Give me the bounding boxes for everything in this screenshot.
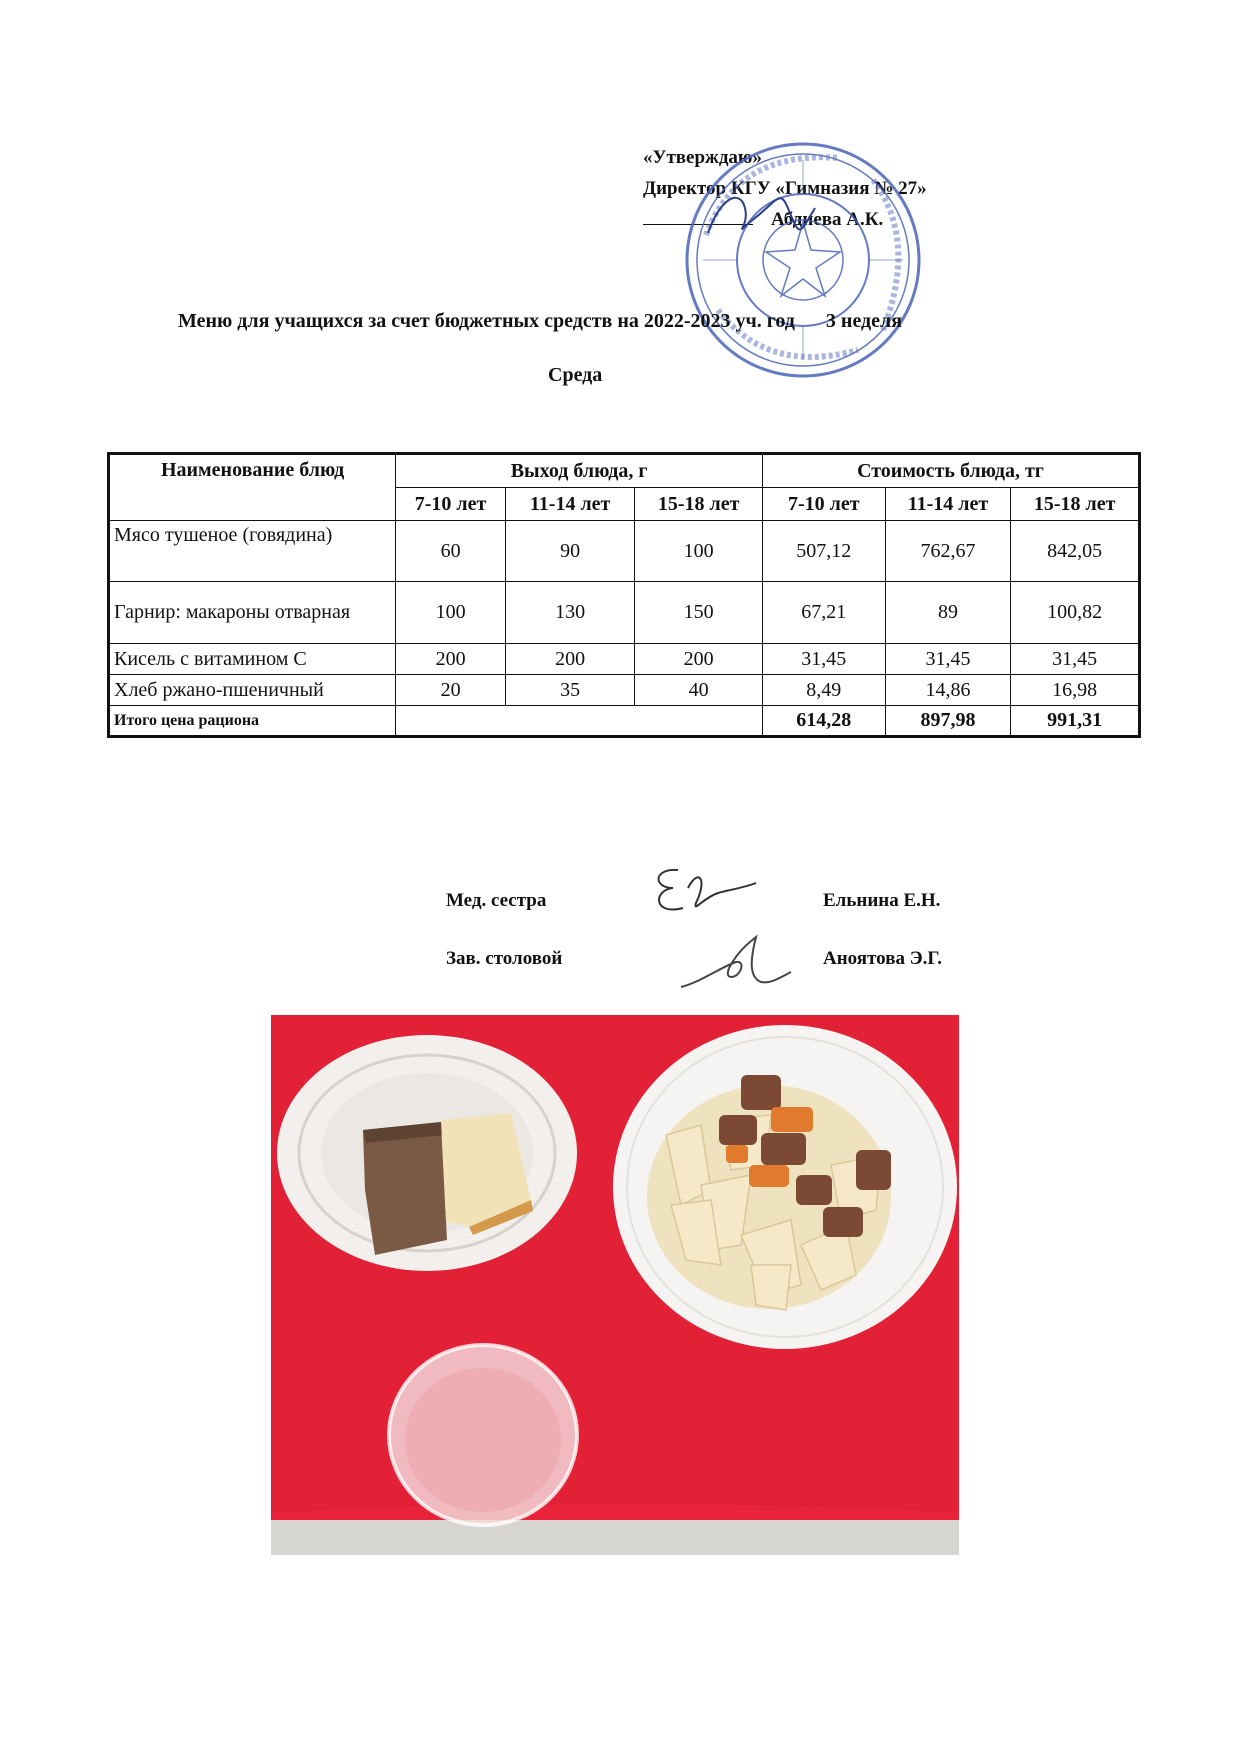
bread-plate: [277, 1035, 577, 1271]
total-cost-cell: 614,28: [762, 706, 885, 737]
age-group: 11-14 лет: [505, 488, 635, 521]
official-stamp: [678, 140, 928, 380]
header-cost: Стоимость блюда, тг: [762, 454, 1139, 488]
cost-cell: 507,12: [762, 521, 885, 582]
header-yield: Выход блюда, г: [396, 454, 763, 488]
nurse-name: Ельнина Е.Н.: [823, 890, 941, 911]
cost-cell: 16,98: [1011, 675, 1140, 706]
approval-line-2: Директор КГУ «Гимназия № 27»: [643, 178, 927, 199]
table-row: [109, 521, 1140, 582]
dish-name: Мясо тушеное (говядина): [109, 521, 396, 582]
total-empty-cell: [396, 706, 763, 737]
cost-cell: 14,86: [885, 675, 1011, 706]
dish-name: Кисель с витамином С: [109, 644, 396, 675]
total-cost-cell: 897,98: [885, 706, 1011, 737]
table-row: [109, 582, 1140, 644]
total-label: Итого цена рациона: [109, 706, 396, 737]
cost-cell: 762,67: [885, 521, 1011, 582]
canteen-head-signature: [676, 932, 796, 997]
total-row: [109, 706, 1140, 737]
yield-cell: 100: [396, 582, 506, 644]
cost-cell: 31,45: [1011, 644, 1140, 675]
cost-cell: 31,45: [762, 644, 885, 675]
pasta-bowl: [613, 1025, 957, 1349]
yield-cell: 20: [396, 675, 506, 706]
canteen-head-role: Зав. столовой: [446, 948, 563, 969]
age-group: 11-14 лет: [885, 488, 1011, 521]
yield-cell: 90: [505, 521, 635, 582]
age-group: 7-10 лет: [396, 488, 506, 521]
yield-cell: 200: [396, 644, 506, 675]
yield-cell: 35: [505, 675, 635, 706]
table-row: [109, 675, 1140, 706]
yield-cell: 60: [396, 521, 506, 582]
day-label: Среда: [548, 364, 603, 386]
header-dish-name: Наименование блюд: [109, 454, 396, 521]
total-cost-cell: 991,31: [1011, 706, 1140, 737]
canteen-head-name: Аноятова Э.Г.: [823, 948, 943, 969]
yield-cell: 150: [635, 582, 763, 644]
nurse-signature: [648, 858, 758, 923]
page-title: [178, 310, 902, 333]
approval-line-1: «Утверждаю»: [643, 147, 762, 168]
dish-name: Гарнир: макароны отварная: [109, 582, 396, 644]
kissel-glass: [389, 1345, 577, 1525]
yield-cell: 40: [635, 675, 763, 706]
cost-cell: 100,82: [1011, 582, 1140, 644]
cost-cell: 67,21: [762, 582, 885, 644]
age-group: 15-18 лет: [635, 488, 763, 521]
nurse-role: Мед. сестра: [446, 890, 547, 911]
yield-cell: 200: [505, 644, 635, 675]
age-group: 7-10 лет: [762, 488, 885, 521]
menu-table: [107, 452, 1141, 738]
week-label: 3 неделя: [825, 310, 903, 332]
table-header-row: [109, 454, 1140, 488]
director-name: Абдиева А.К.: [771, 209, 884, 230]
age-group: 15-18 лет: [1011, 488, 1140, 521]
cost-cell: 89: [885, 582, 1011, 644]
table-row: [109, 644, 1140, 675]
meal-photo: [271, 1015, 959, 1555]
cost-cell: 842,05: [1011, 521, 1140, 582]
yield-cell: 200: [635, 644, 763, 675]
director-signature-scribble: [700, 178, 820, 248]
dish-name: Хлеб ржано-пшеничный: [109, 675, 396, 706]
yield-cell: 130: [505, 582, 635, 644]
cost-cell: 31,45: [885, 644, 1011, 675]
menu-title: Меню для учащихся за счет бюджетных средств на 2022-2023 уч. год: [178, 310, 795, 332]
yield-cell: 100: [635, 521, 763, 582]
cost-cell: 8,49: [762, 675, 885, 706]
